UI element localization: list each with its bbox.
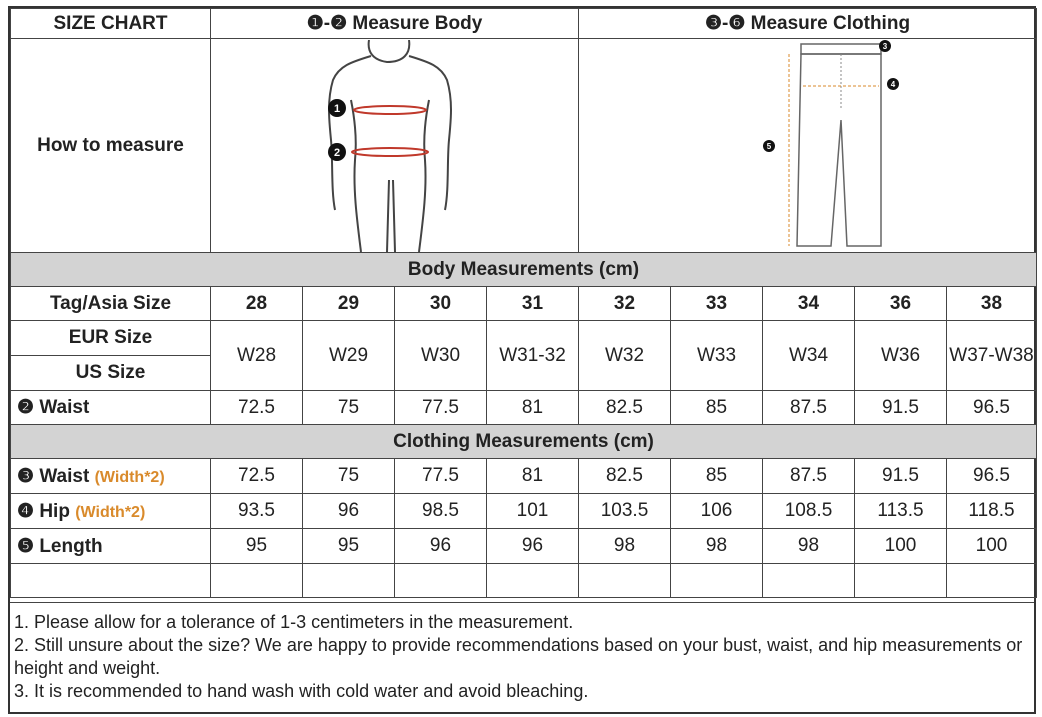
cloth-waist-row bbox=[11, 459, 1037, 494]
note-item: 1. Please allow for a tolerance of 1-3 centimeters in the measurement. bbox=[14, 612, 574, 632]
value-cell: 81 bbox=[487, 459, 579, 494]
value-cell: 87.5 bbox=[763, 459, 855, 494]
hip-number: ❹ bbox=[17, 500, 35, 522]
size-chart bbox=[8, 6, 1036, 714]
marker-3-label: 3 bbox=[882, 41, 888, 51]
size-cell: W31-32 bbox=[487, 321, 579, 391]
value-cell: 113.5 bbox=[855, 494, 947, 529]
value-cell: 72.5 bbox=[211, 391, 303, 425]
value-cell: 75 bbox=[303, 459, 395, 494]
value-cell: 85 bbox=[671, 459, 763, 494]
value-cell: 103.5 bbox=[579, 494, 671, 529]
tag-cell: 38 bbox=[947, 287, 1037, 321]
body-section-title: Body Measurements (cm) bbox=[11, 253, 1037, 287]
length-number: ❺ bbox=[17, 535, 35, 557]
value-cell: 98 bbox=[671, 529, 763, 564]
pants-figure-cell bbox=[579, 39, 1037, 253]
size-chart-title: SIZE CHART bbox=[11, 9, 211, 39]
measure-body-nums: ❶-❷ bbox=[306, 13, 348, 34]
measure-body-label: Measure Body bbox=[352, 13, 483, 34]
empty-cell bbox=[211, 564, 303, 598]
tag-cell: 30 bbox=[395, 287, 487, 321]
size-cell: W28 bbox=[211, 321, 303, 391]
body-waist-number: ❷ bbox=[17, 397, 35, 418]
tag-cell: 33 bbox=[671, 287, 763, 321]
value-cell: 100 bbox=[855, 529, 947, 564]
size-cell: W36 bbox=[855, 321, 947, 391]
eur-size-label: EUR Size bbox=[11, 321, 211, 356]
marker-1-label: 1 bbox=[333, 102, 341, 115]
value-cell: 106 bbox=[671, 494, 763, 529]
value-cell: 82.5 bbox=[579, 391, 671, 425]
hip-label: Hip bbox=[39, 500, 70, 522]
hip-label-cell bbox=[11, 494, 211, 529]
tag-cell: 28 bbox=[211, 287, 303, 321]
value-cell: 108.5 bbox=[763, 494, 855, 529]
us-size-label: US Size bbox=[11, 356, 211, 391]
length-label-cell bbox=[11, 529, 211, 564]
value-cell: 81 bbox=[487, 391, 579, 425]
value-cell: 87.5 bbox=[763, 391, 855, 425]
hip-measure-line bbox=[352, 148, 428, 156]
clothing-section-title: Clothing Measurements (cm) bbox=[11, 425, 1037, 459]
measure-clothing-header bbox=[579, 9, 1037, 39]
clothing-section-row bbox=[11, 425, 1037, 459]
value-cell: 96 bbox=[487, 529, 579, 564]
marker-4-label: 4 bbox=[890, 79, 896, 89]
tag-cell: 32 bbox=[579, 287, 671, 321]
tag-cell: 31 bbox=[487, 287, 579, 321]
note-item: 3. It is recommended to hand wash with cold water and avoid bleaching. bbox=[14, 681, 589, 701]
value-cell: 95 bbox=[211, 529, 303, 564]
value-cell: 98.5 bbox=[395, 494, 487, 529]
hip-row bbox=[11, 494, 1037, 529]
value-cell: 75 bbox=[303, 391, 395, 425]
value-cell: 118.5 bbox=[947, 494, 1037, 529]
body-waist-label-cell bbox=[11, 391, 211, 425]
body-waist-label: Waist bbox=[39, 397, 90, 418]
size-cell: W37-W38 bbox=[947, 321, 1037, 391]
hip-note: (Width*2) bbox=[75, 503, 146, 521]
body-figure-illustration bbox=[211, 40, 579, 252]
value-cell: 91.5 bbox=[855, 391, 947, 425]
value-cell: 95 bbox=[303, 529, 395, 564]
empty-cell bbox=[947, 564, 1037, 598]
value-cell: 101 bbox=[487, 494, 579, 529]
cloth-waist-label: Waist bbox=[39, 465, 90, 487]
measure-clothing-nums: ❸-❻ bbox=[704, 13, 746, 34]
cloth-waist-number: ❸ bbox=[17, 465, 35, 487]
length-row bbox=[11, 529, 1037, 564]
cloth-waist-label-cell bbox=[11, 459, 211, 494]
size-table bbox=[10, 8, 1037, 598]
value-cell: 93.5 bbox=[211, 494, 303, 529]
value-cell: 77.5 bbox=[395, 391, 487, 425]
tag-size-label: Tag/Asia Size bbox=[11, 287, 211, 321]
empty-cell bbox=[579, 564, 671, 598]
value-cell: 85 bbox=[671, 391, 763, 425]
header-row bbox=[11, 9, 1037, 39]
value-cell: 91.5 bbox=[855, 459, 947, 494]
note-item: 2. Still unsure about the size? We are happy to provide recommendations based on your bust, waist, and hip measurements or height and weight. bbox=[14, 635, 1023, 678]
value-cell: 72.5 bbox=[211, 459, 303, 494]
pants-illustration bbox=[579, 40, 1037, 252]
how-to-measure-label: How to measure bbox=[11, 39, 211, 253]
cloth-waist-note: (Width*2) bbox=[94, 468, 165, 486]
size-cell: W29 bbox=[303, 321, 395, 391]
empty-cell bbox=[395, 564, 487, 598]
waist-measure-line bbox=[354, 106, 426, 114]
body-waist-row bbox=[11, 391, 1037, 425]
measure-clothing-label: Measure Clothing bbox=[750, 13, 911, 34]
size-cell: W33 bbox=[671, 321, 763, 391]
value-cell: 96.5 bbox=[947, 459, 1037, 494]
tag-size-row bbox=[11, 287, 1037, 321]
value-cell: 96 bbox=[395, 529, 487, 564]
empty-cell bbox=[855, 564, 947, 598]
size-cell: W32 bbox=[579, 321, 671, 391]
empty-row bbox=[11, 564, 1037, 598]
eur-size-row bbox=[11, 321, 1037, 356]
value-cell: 77.5 bbox=[395, 459, 487, 494]
value-cell: 100 bbox=[947, 529, 1037, 564]
empty-cell bbox=[11, 564, 211, 598]
empty-cell bbox=[763, 564, 855, 598]
marker-2-label: 2 bbox=[333, 146, 341, 159]
tag-cell: 34 bbox=[763, 287, 855, 321]
marker-5-label: 5 bbox=[766, 141, 772, 151]
length-label: Length bbox=[39, 535, 103, 557]
how-to-measure-row bbox=[11, 39, 1037, 253]
body-section-row bbox=[11, 253, 1037, 287]
notes-section bbox=[10, 602, 1034, 712]
empty-cell bbox=[303, 564, 395, 598]
measure-body-header bbox=[211, 9, 579, 39]
value-cell: 82.5 bbox=[579, 459, 671, 494]
tag-cell: 36 bbox=[855, 287, 947, 321]
value-cell: 98 bbox=[763, 529, 855, 564]
value-cell: 96 bbox=[303, 494, 395, 529]
tag-cell: 29 bbox=[303, 287, 395, 321]
size-cell: W34 bbox=[763, 321, 855, 391]
body-figure-cell bbox=[211, 39, 579, 253]
empty-cell bbox=[487, 564, 579, 598]
empty-cell bbox=[671, 564, 763, 598]
size-cell: W30 bbox=[395, 321, 487, 391]
value-cell: 98 bbox=[579, 529, 671, 564]
value-cell: 96.5 bbox=[947, 391, 1037, 425]
